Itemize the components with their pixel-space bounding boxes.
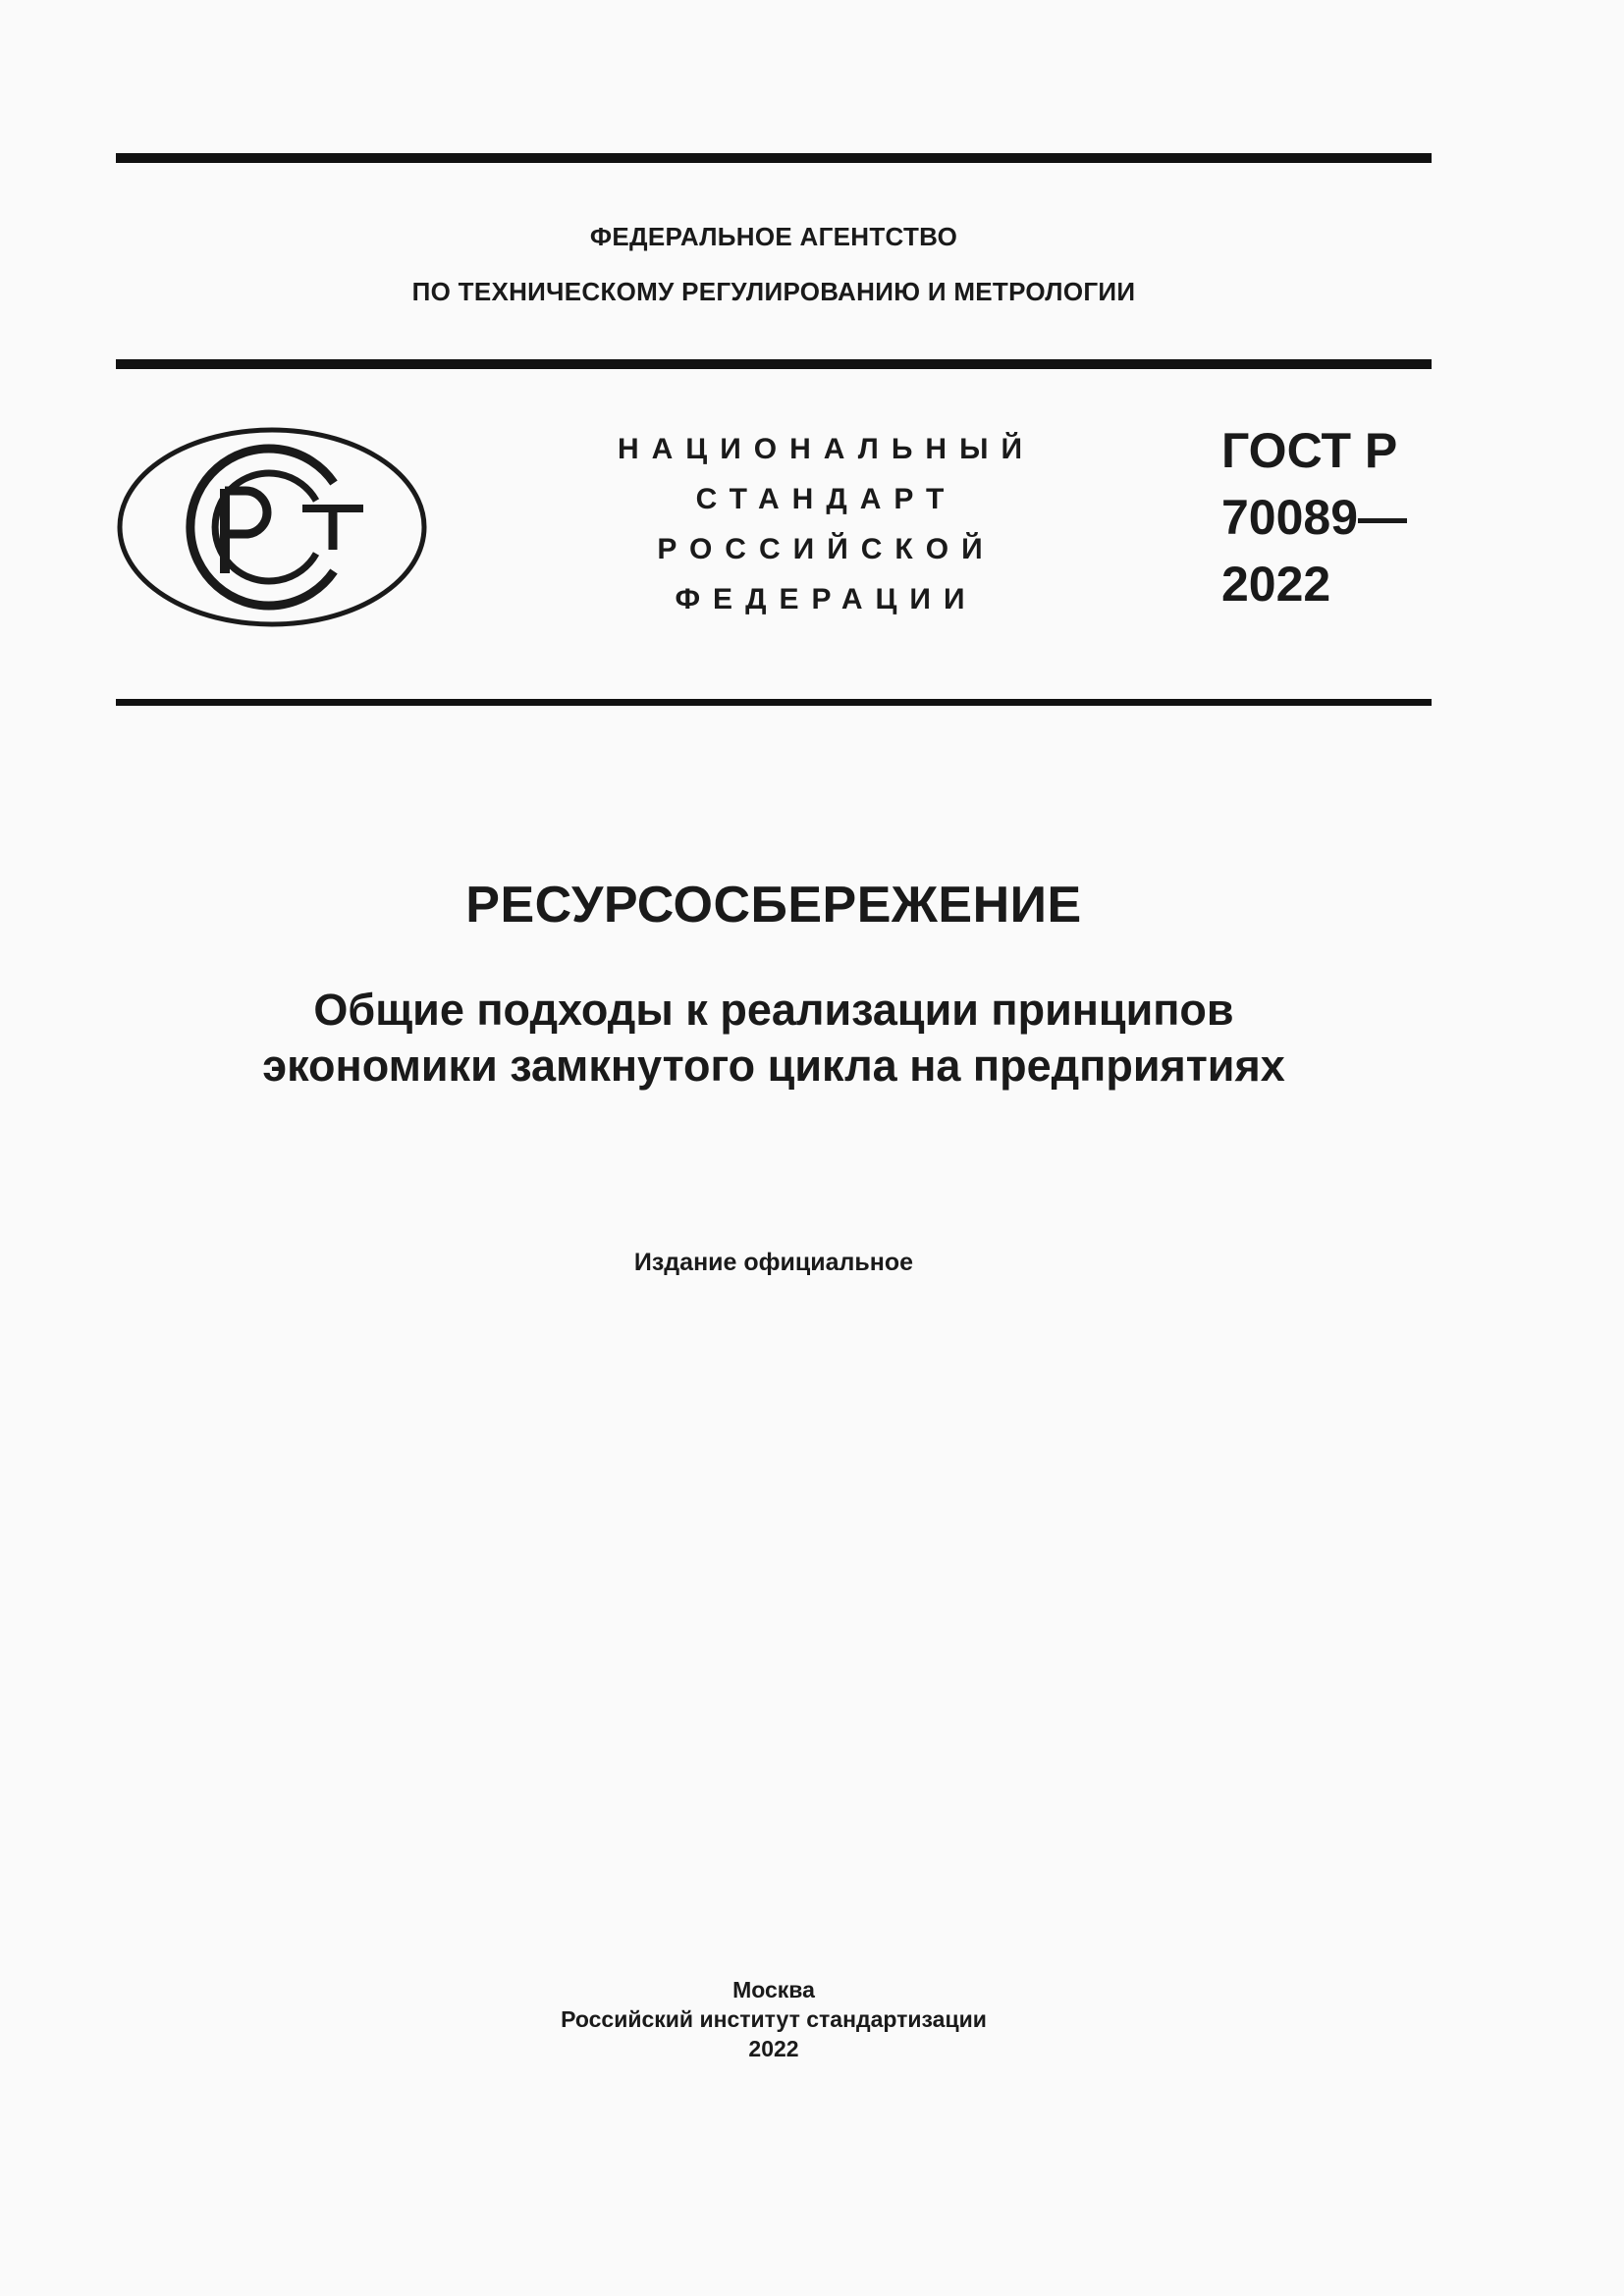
header-bottom-rule — [116, 699, 1432, 706]
standard-type-line-3: РОССИЙСКОЙ — [657, 533, 996, 565]
agency-name-line-2: ПО ТЕХНИЧЕСКОМУ РЕГУЛИРОВАНИЮ И МЕТРОЛОГИИ — [411, 277, 1136, 306]
rst-logo-icon — [116, 426, 428, 628]
subtitle-line-2: экономики замкнутого цикла на предприятиях — [262, 1041, 1285, 1091]
edition-note: Издание официальное — [633, 1249, 914, 1276]
imprint-publisher: Российский институт стандартизации — [561, 2006, 987, 2032]
standard-type-line-1: НАЦИОНАЛЬНЫЙ — [617, 433, 1036, 465]
document-subtitle — [116, 982, 1432, 1094]
header-rule — [116, 359, 1432, 369]
standard-type-line-4: ФЕДЕРАЦИИ — [675, 583, 978, 615]
imprint — [116, 1975, 1432, 2063]
subtitle-line-1: Общие подходы к реализации принципов — [313, 985, 1234, 1035]
standard-type-line-2: СТАНДАРТ — [695, 483, 957, 515]
designation-line-2: 70089— — [1221, 490, 1408, 545]
imprint-city: Москва — [732, 1977, 815, 2002]
top-rule — [116, 153, 1432, 163]
designation-line-3: 2022 — [1221, 557, 1331, 612]
designation-line-1: ГОСТ Р — [1221, 423, 1398, 478]
agency-name-line-1: ФЕДЕРАЛЬНОЕ АГЕНТСТВО — [589, 222, 958, 251]
imprint-year: 2022 — [748, 2036, 799, 2061]
document-title: РЕСУРСОСБЕРЕЖЕНИЕ — [465, 877, 1082, 934]
standard-type-label — [569, 424, 1070, 624]
standard-designation — [1221, 417, 1437, 617]
